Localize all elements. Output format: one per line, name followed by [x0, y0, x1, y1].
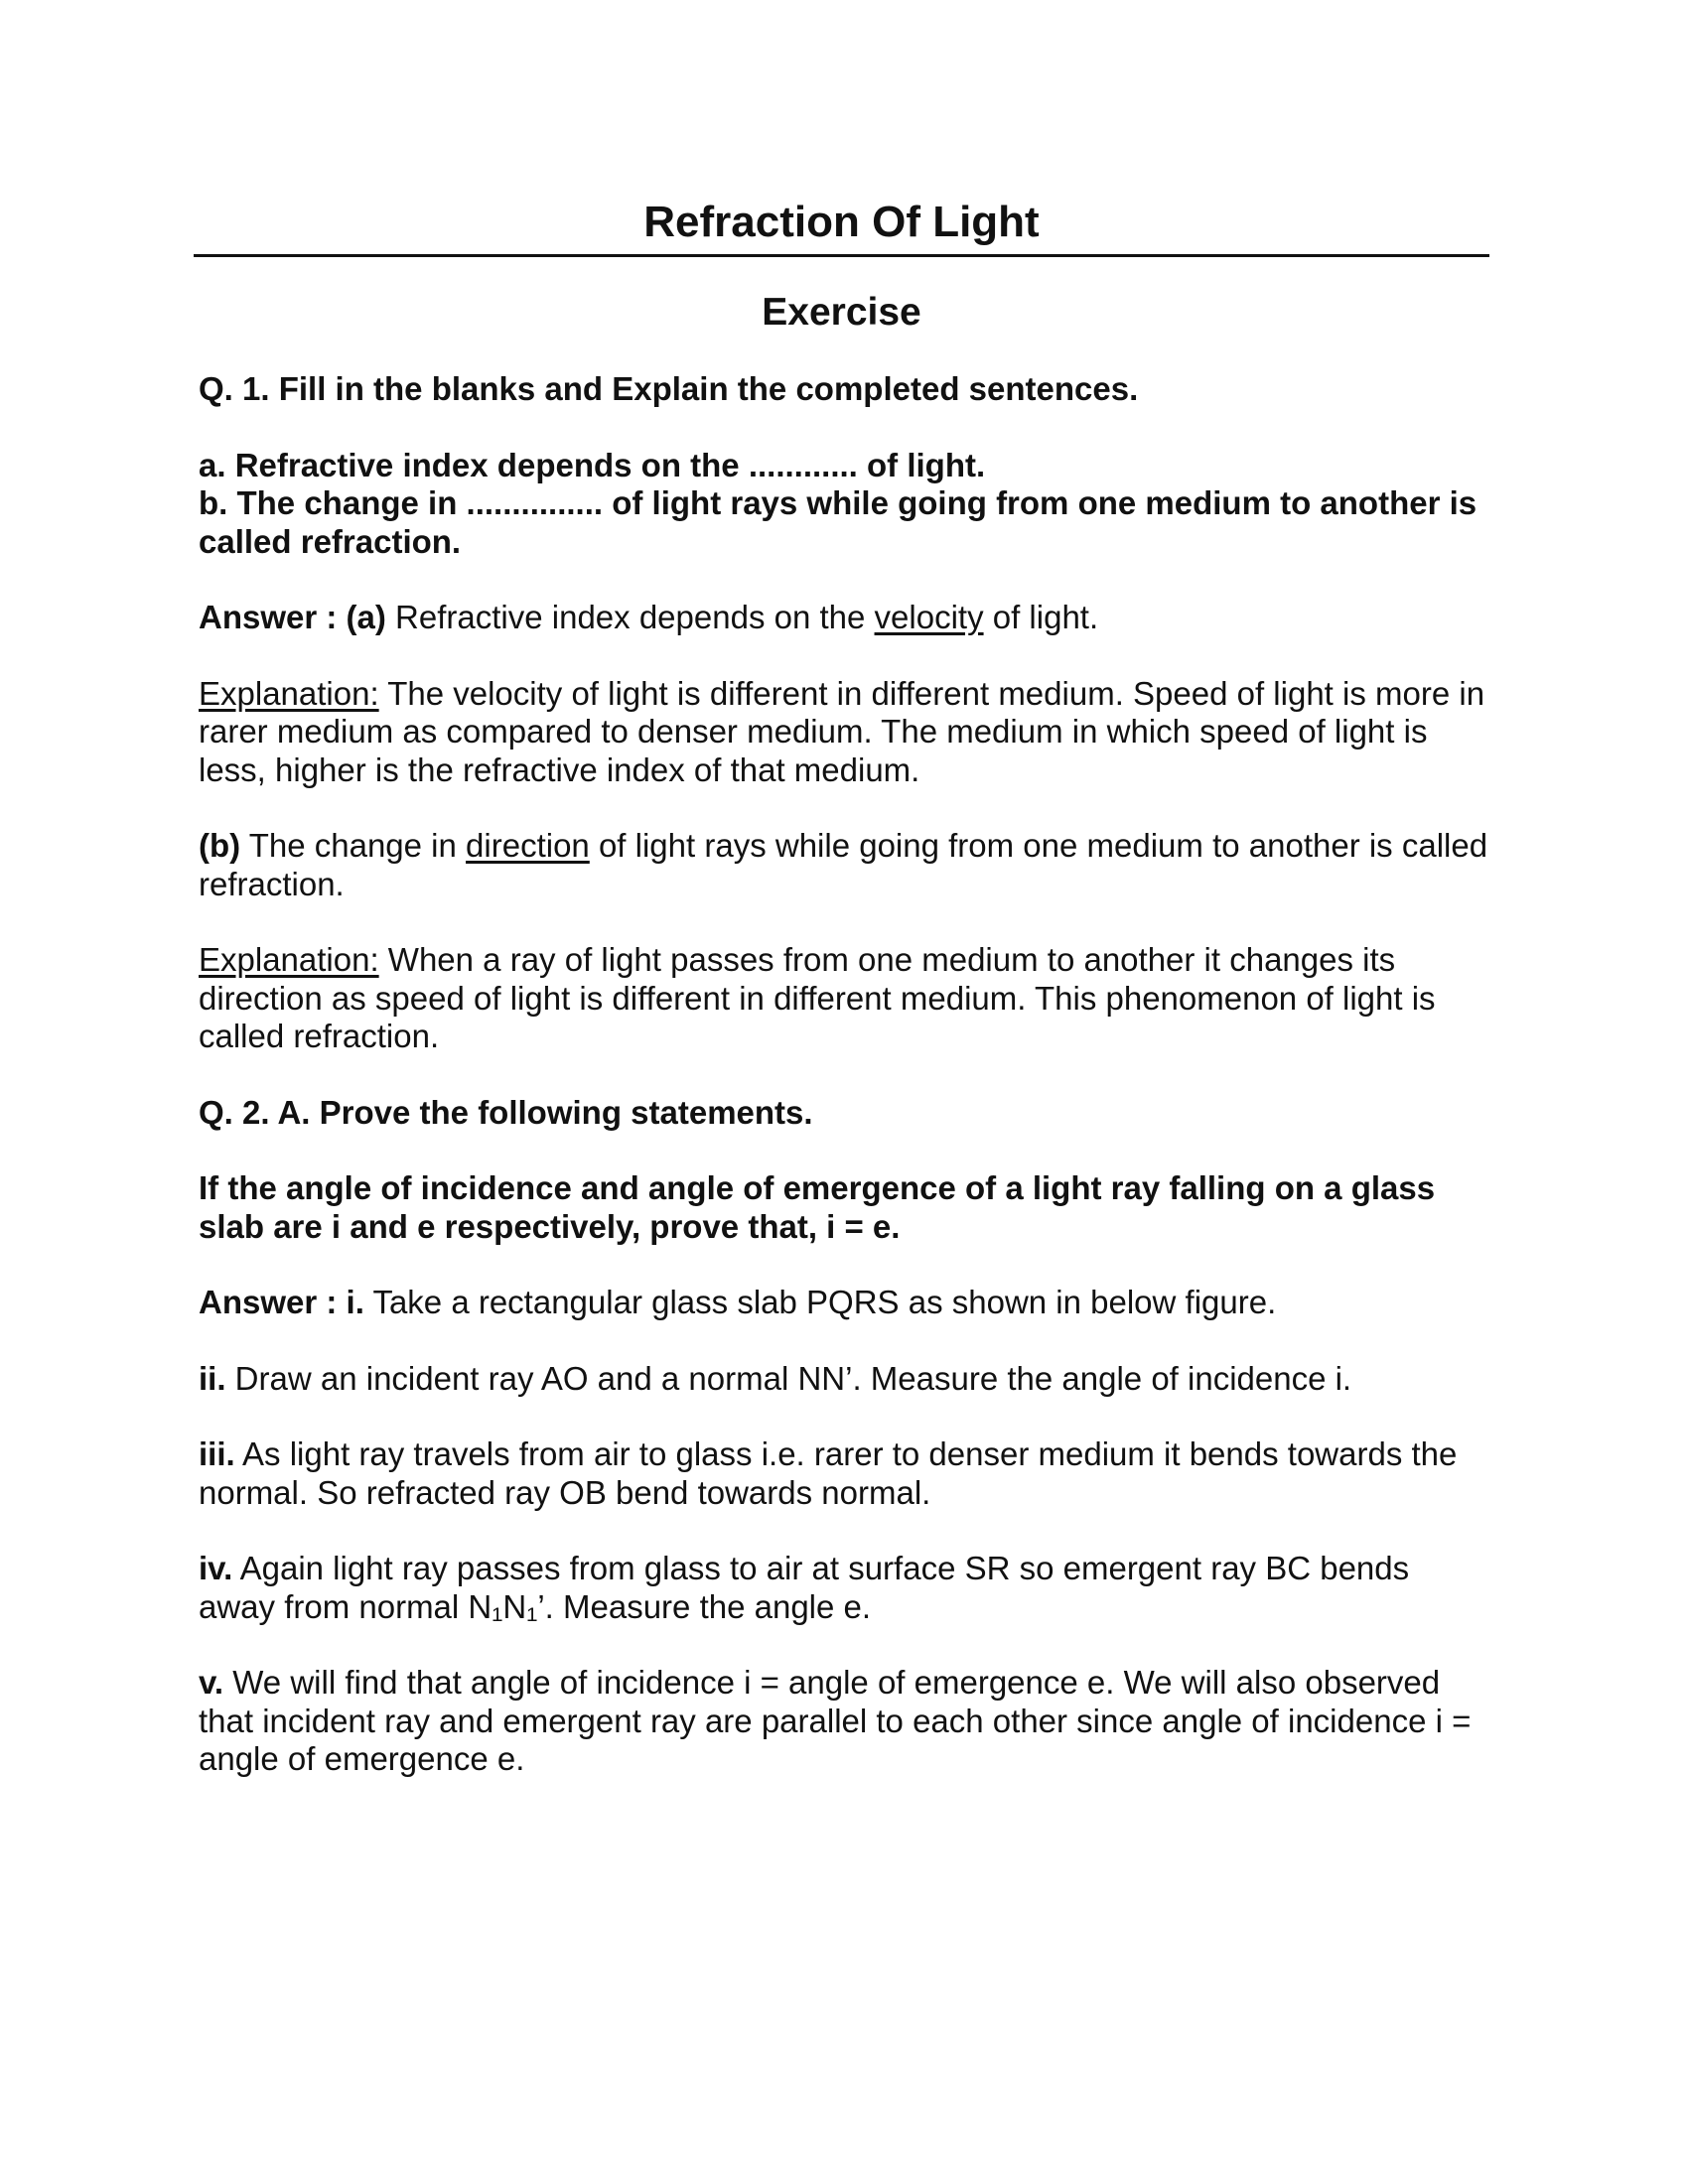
answer-2-step-2-text: Draw an incident ray AO and a normal NN’. Measure the angle of incidence i. [225, 1359, 1352, 1397]
answer-2-step-4-text: Again light ray passes from glass to air at surface SR so emergent ray BC bends away from normal N₁N₁’. Measure the angle e. [199, 1550, 1410, 1625]
answer-2-step-5-text: We will find that angle of incidence i = angle of emergence e. We will also observed that incident ray and emergent ray are parallel to each other since angle of incidence i = angle of emergence e. [199, 1664, 1472, 1777]
question-1-heading: Q. 1. Fill in the blanks and Explain the completed sentences. [199, 370, 1139, 407]
explanation-1a [199, 675, 1489, 790]
answer-2-step-5 [199, 1664, 1489, 1779]
answer-1b-keyword: direction [466, 827, 590, 864]
answer-label: Answer : (a) [199, 599, 386, 635]
page-title: Refraction Of Light [643, 198, 1040, 246]
answer-1a-text-post: of light. [983, 599, 1099, 635]
answer-1a-keyword: velocity [874, 599, 984, 635]
answer-1a-text-pre: Refractive index depends on the [385, 599, 875, 635]
step-3-label: iii. [199, 1435, 235, 1472]
answer-2-step-3-text: As light ray travels from air to glass i.e. rarer to denser medium it bends towards the normal. So refracted ray OB bend towards normal. [199, 1435, 1458, 1511]
answer-1a [199, 599, 1489, 637]
title-block [194, 195, 1489, 257]
step-4-label: iv. [199, 1550, 233, 1586]
explanation-label: Explanation: [199, 674, 379, 712]
explanation-1b [199, 941, 1489, 1056]
explanation-label: Explanation: [199, 941, 379, 978]
answer-2-label: Answer : i. [199, 1284, 364, 1320]
answer-2-step-4 [199, 1550, 1489, 1626]
question-1-item-b: b. The change in ............... of light rays while going from one medium to another is called refraction. [199, 484, 1477, 560]
question-2-statement: If the angle of incidence and angle of emergence of a light ray falling on a glass slab are i and e respectively, prove that, i = e. [199, 1169, 1436, 1245]
explanation-1a-text: The velocity of light is different in different medium. Speed of light is more in rarer medium as compared to denser medium. The medium in which speed of light is less, higher is the refractive index of that medium. [199, 674, 1485, 788]
step-2-label: ii. [199, 1359, 226, 1397]
answer-2-step-2 [199, 1360, 1489, 1399]
explanation-1b-text: When a ray of light passes from one medium to another it changes its direction as speed of light is different in different medium. This phenomenon of light is called refraction. [199, 941, 1436, 1054]
answer-1b [199, 827, 1489, 903]
section-subtitle: Exercise [762, 291, 921, 334]
answer-1b-text-pre: The change in [240, 827, 467, 864]
step-5-label: v. [199, 1664, 224, 1701]
answer-2-step-1 [199, 1284, 1489, 1322]
answer-2-step-3 [199, 1435, 1489, 1512]
answer-1b-label: (b) [199, 827, 241, 864]
document-body [199, 370, 1489, 1817]
question-1-item-a: a. Refractive index depends on the ............ of light. [199, 446, 986, 483]
question-2-heading: Q. 2. A. Prove the following statements. [199, 1093, 813, 1131]
answer-2-step-1-text: Take a rectangular glass slab PQRS as shown in below figure. [363, 1284, 1277, 1320]
answer-1b-text-post: of light rays while going from one medium to another is called refraction. [199, 827, 1488, 902]
question-1-items [199, 447, 1489, 562]
